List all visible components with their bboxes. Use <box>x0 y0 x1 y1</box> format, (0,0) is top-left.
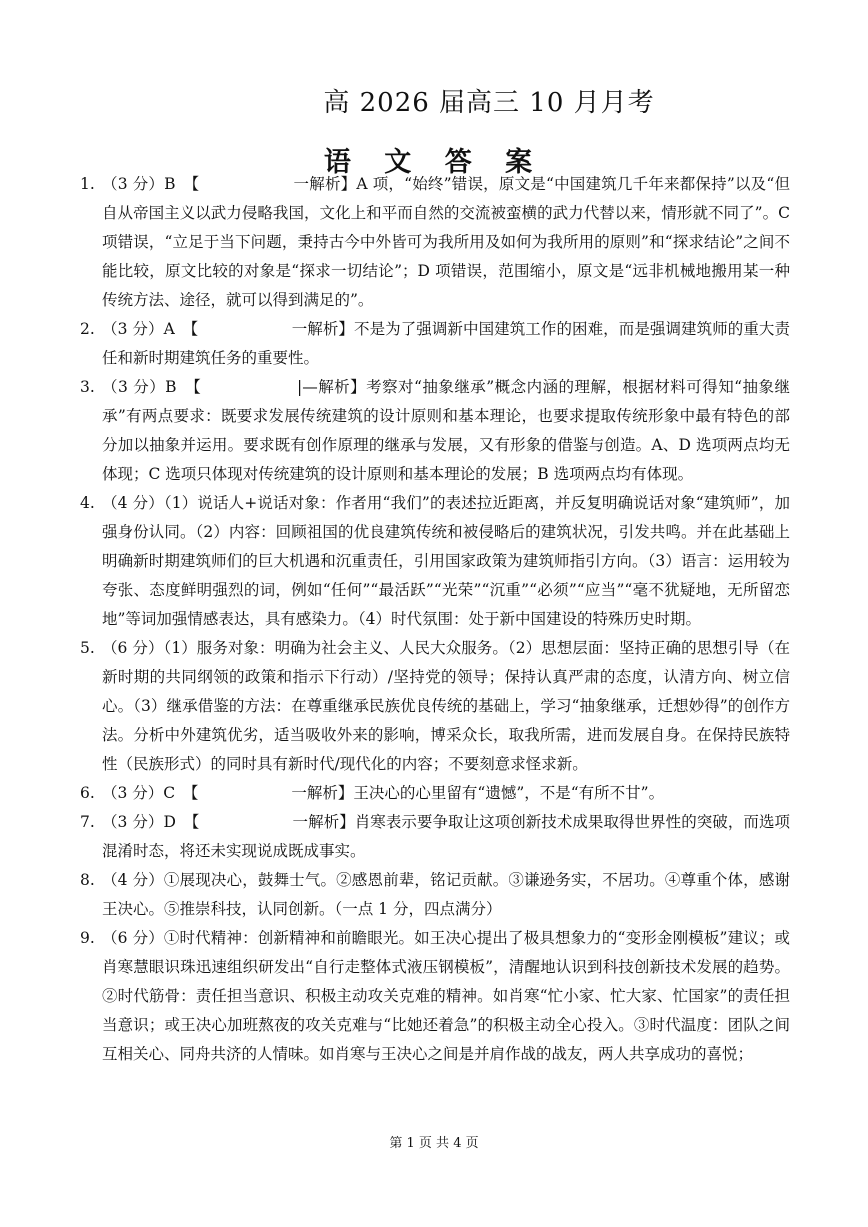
subject-title: 语 文 答 案 <box>323 147 545 178</box>
answer-number: 3. <box>80 378 95 396</box>
answer-item-6 <box>80 779 790 808</box>
answer-number: 2. <box>80 320 95 338</box>
answer-item-9 <box>80 924 790 1069</box>
answer-number: 5. <box>80 639 95 657</box>
answer-item-3 <box>80 373 790 489</box>
answer-text: （6 分）①时代精神：创新精神和前瞻眼光。如王决心提出了极具想象力的“变形金刚模板”建议；或肖寒慧眼识珠迅速组织研发出“自行走整体式液压钢模板”，清醒地认识到科技创新技术发展的趋势。②时代筋骨：责任担当意识、积极主动攻关克难的精神。如肖寒“忙小家、忙大家、忙国家”的责任担当意识；或王决心加班熬夜的攻关克难与“比她还着急”的积极主动全心投入。③时代温度：团队之间互相关心、同舟共济的人情味。如肖寒与王决心之间是并肩作战的战友，两人共享成功的喜悦； <box>102 929 790 1063</box>
answer-text: （3 分）B 【 一解析】A 项，“始终”错误，原文是“中国建筑几千年来都保持”以及“但自从帝国主义以武力侵略我国，文化上和平而自然的交流被蛮横的武力代替以来，情形就不同了”。C 项错误，“立足于当下问题，秉持古今中外皆可为我所用及如何为我所用的原则”和“探求结论”之间不能比较，原文比较的对象是“探求一切结论”；D 项错误，范围缩小，原文是“远非机械地搬用某一种传统方法、途径，就可以得到满足的”。 <box>102 175 790 309</box>
answer-text: （3 分）C 【 一解析】王决心的心里留有“遗憾”，不是“有所不甘”。 <box>102 784 665 802</box>
answer-number: 7. <box>80 813 95 831</box>
answer-item-2 <box>80 315 790 373</box>
answer-number: 9. <box>80 929 95 947</box>
answer-number: 1. <box>80 175 95 193</box>
answer-item-8 <box>80 866 790 924</box>
answer-item-5 <box>80 634 790 779</box>
answer-text: （4 分）（1）说话人+说话对象：作者用“我们”的表述拉近距离，并反复明确说话对象“建筑师”，加强身份认同。（2）内容：回顾祖国的优良建筑传统和被侵略后的建筑状况，引发共鸣。并在此基础上明确新时期建筑师们的巨大机遇和沉重责任，引用国家政策为建筑师指引方向。（3）语言：运用较为夸张、态度鲜明强烈的词，例如“任何”“最活跃”“光荣”“沉重”“必须”“应当”“毫不犹疑地，无所留恋地”等词加强情感表达，具有感染力。（4）时代氛围：处于新中国建设的特殊历史时期。 <box>102 494 790 628</box>
answer-number: 4. <box>80 494 95 512</box>
answer-item-1 <box>80 170 790 315</box>
answer-number: 8. <box>80 871 95 889</box>
answer-list <box>80 170 790 1069</box>
answer-item-7 <box>80 808 790 866</box>
page-footer: 第 1 页 共 4 页 <box>389 1136 479 1151</box>
answer-number: 6. <box>80 784 95 802</box>
answer-item-4 <box>80 489 790 634</box>
answer-text: （3 分）D 【 一解析】肖寒表示要争取让这项创新技术成果取得世界性的突破，而选项混淆时态，将还未实现说成既成事实。 <box>102 813 790 860</box>
answer-text: （4 分）①展现决心，鼓舞士气。②感恩前辈，铭记贡献。③谦逊务实，不居功。④尊重个体，感谢王决心。⑤推崇科技，认同创新。（一点 1 分，四点满分） <box>102 871 790 918</box>
exam-title: 高 2026 届高三 10 月月考 <box>323 88 655 118</box>
answer-text: （6 分）（1）服务对象：明确为社会主义、人民大众服务。（2）思想层面：坚持正确的思想引导（在新时期的共同纲领的政策和指示下行动）/坚持党的领导；保持认真严肃的态度，认清方向、树立信心。（3）继承借鉴的方法：在尊重继承民族优良传统的基础上，学习“抽象继承，迁想妙得”的创作方法。分析中外建筑优劣，适当吸收外来的影响，博采众长，取我所需，进而发展自身。在保持民族特性（民族形式）的同时具有新时代/现代化的内容；不要刻意求怪求新。 <box>102 639 790 773</box>
answer-text: （3 分）A 【 一解析】不是为了强调新中国建筑工作的困难，而是强调建筑师的重大责任和新时期建筑任务的重要性。 <box>102 320 790 367</box>
answer-text: （3 分）B 【 |—解析】考察对“抽象继承”概念内涵的理解，根据材料可得知“抽象继承”有两点要求：既要求发展传统建筑的设计原则和基本理论，也要求提取传统形象中最有特色的部分加以抽象并运用。要求既有创作原理的继承与发展，又有形象的借鉴与创造。A、D 选项两点均无体现；C 选项只体现对传统建筑的设计原则和基本理论的发展；B 选项两点均有体现。 <box>102 378 790 483</box>
